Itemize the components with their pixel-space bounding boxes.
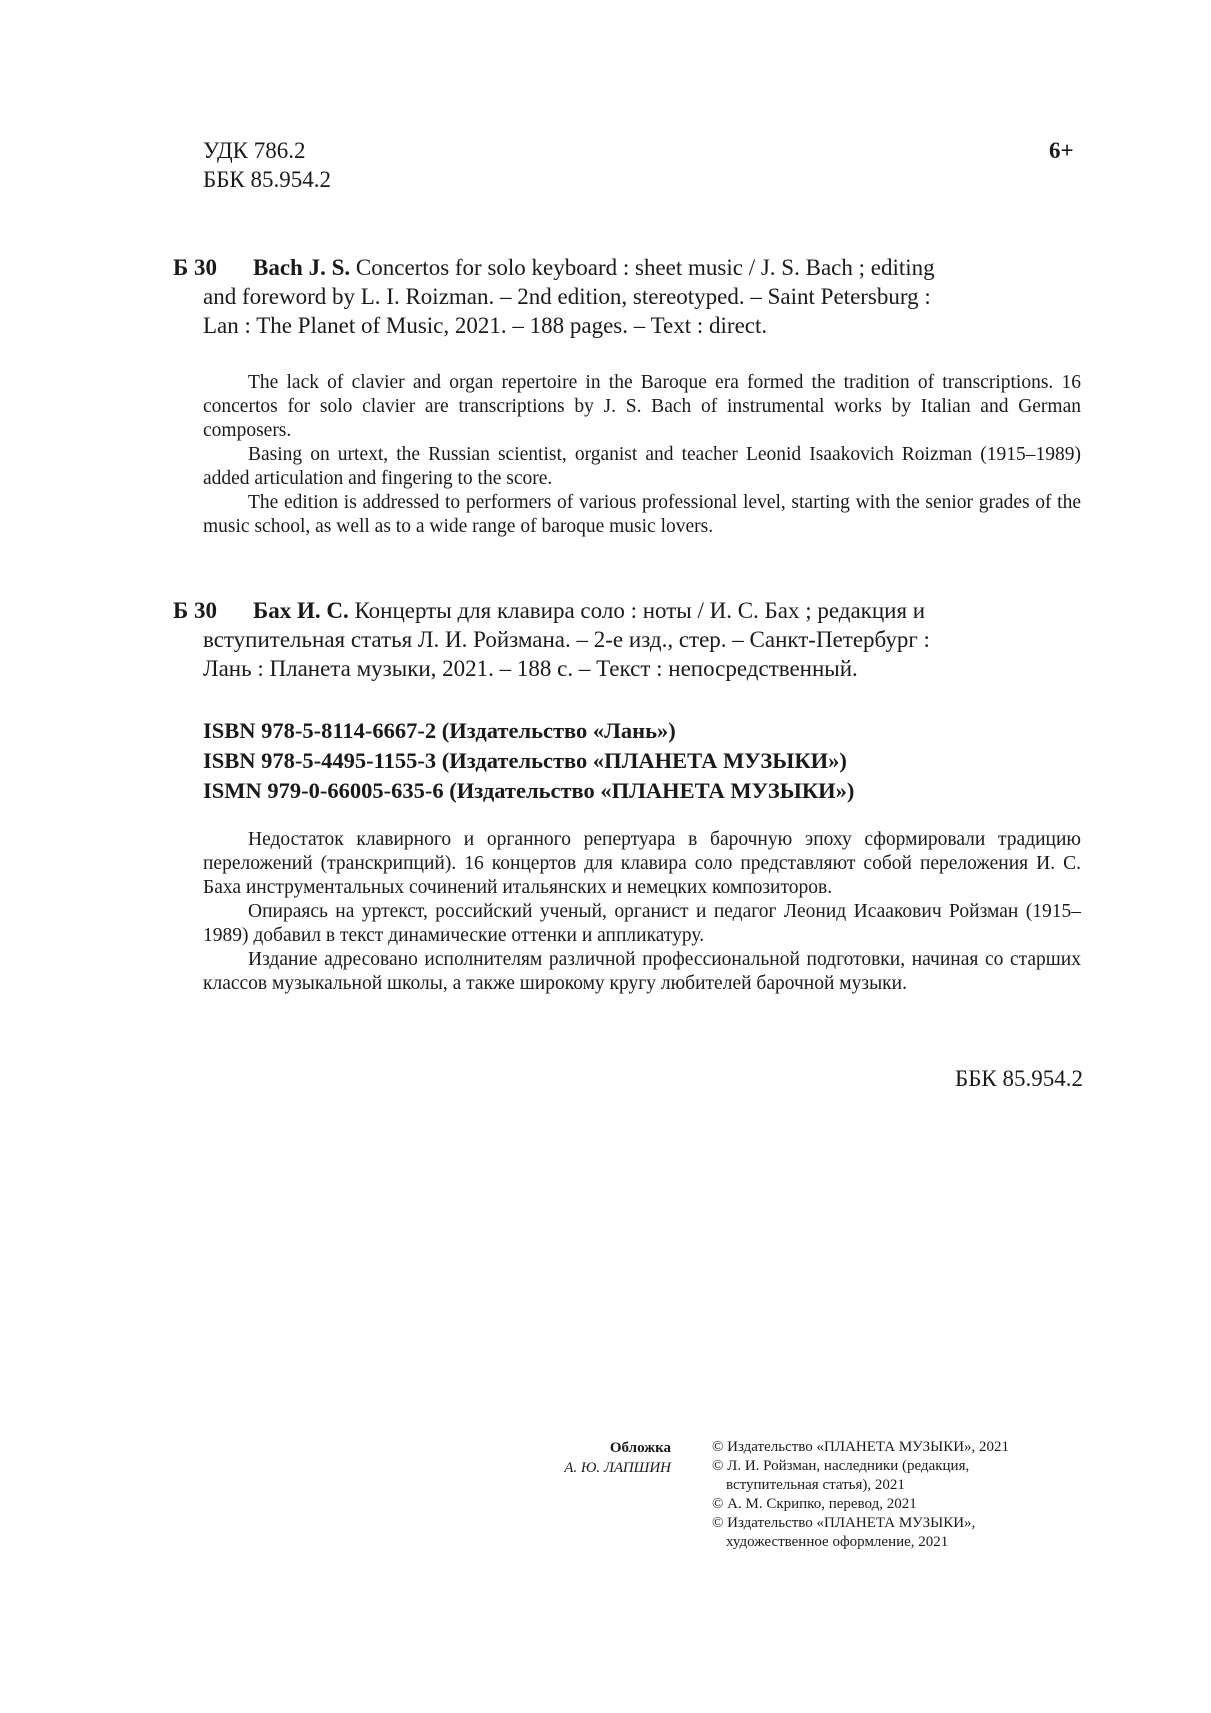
classification-codes	[203, 136, 331, 194]
entry-author: Бах И. С.	[253, 598, 349, 623]
entry-line-1	[203, 596, 1081, 625]
bbk-footer-code: ББК 85.954.2	[954, 1066, 1083, 1091]
cover-designer: А. Ю. ЛАПШИН	[564, 1460, 671, 1476]
copyright-line: © А. М. Скрипко, перевод, 2021	[712, 1496, 917, 1512]
abstract-paragraph: Опираясь на уртекст, российский ученый, органист и педагог Леонид Исаакович Ройзман (1915–1989) добавил в текст динамические оттенки и аппликатуру.	[203, 901, 1081, 946]
udk-code: УДК 786.2	[203, 138, 306, 163]
cover-credit	[564, 1438, 671, 1478]
entry-author: Bach J. S.	[253, 255, 351, 280]
entry-line-2: вступительная статья Л. И. Ройзмана. – 2-е изд., стер. – Санкт-Петербург :	[203, 627, 930, 652]
abstract-paragraph: Издание адресовано исполнителям различной профессиональной подготовки, начиная со старших классов музыкальной школы, а также широкому кругу любителей барочной музыки.	[203, 949, 1081, 994]
entry-line-1	[203, 253, 1081, 282]
entry-line-2: and foreword by L. I. Roizman. – 2nd edition, stereotyped. – Saint Petersburg :	[203, 284, 931, 309]
abstract-paragraph: Недостаток клавирного и органного репертуара в барочную эпоху сформировали традицию переложений (транскрипций). 16 концертов для клавира соло представляют собой переложения И. С. Баха инструментальных сочинений итальянских и немецких композиторов.	[203, 829, 1081, 898]
author-mark: Б 30	[173, 598, 217, 623]
bibliographic-entry-ru	[173, 596, 1081, 683]
author-mark: Б 30	[173, 255, 217, 280]
isbn-planet: ISBN 978-5-4495-1155-3 (Издательство «ПЛАНЕТА МУЗЫКИ»)	[203, 748, 847, 773]
entry-title: Concertos for solo keyboard : sheet music / J. S. Bach ; editing	[350, 255, 935, 280]
cover-label: Обложка	[609, 1440, 671, 1456]
isbn-lan: ISBN 978-5-8114-6667-2 (Издательство «Лань»)	[203, 718, 676, 743]
copyright-line: © Издательство «ПЛАНЕТА МУЗЫКИ»,	[712, 1515, 976, 1531]
copyright-line: © Л. И. Ройзман, наследники (редакция,	[712, 1458, 970, 1474]
abstract-paragraph: The lack of clavier and organ repertoire in the Baroque era formed the tradition of transcriptions. 16 concertos for solo clavier are transcriptions by J. S. Bach of instrumental works by Italian and German composers.	[203, 372, 1081, 441]
abstract-paragraph: Basing on urtext, the Russian scientist, organist and teacher Leonid Isaakovich Roizman (1915–1989) added articulation and fingering to the score.	[203, 444, 1081, 489]
abstract-en	[203, 371, 1081, 539]
age-rating: 6+	[1049, 138, 1074, 163]
bibliographic-entry-en	[173, 253, 1081, 340]
entry-line-3: Lan : The Planet of Music, 2021. – 188 pages. – Text : direct.	[203, 313, 768, 338]
copyright-line: © Издательство «ПЛАНЕТА МУЗЫКИ», 2021	[712, 1439, 1010, 1455]
abstract-ru	[203, 828, 1081, 996]
entry-title: Концерты для клавира соло : ноты / И. С. Бах ; редакция и	[348, 598, 926, 623]
abstract-paragraph: The edition is addressed to performers of various professional level, starting with the senior grades of the music school, as well as to a wide range of baroque music lovers.	[203, 492, 1081, 537]
copyright-line: художественное оформление, 2021	[726, 1534, 949, 1550]
copyright-line: вступительная статья), 2021	[726, 1477, 905, 1493]
entry-line-3: Лань : Планета музыки, 2021. – 188 с. – Текст : непосредственный.	[203, 656, 858, 681]
copyright-block	[712, 1438, 1009, 1552]
ismn-planet: ISMN 979-0-66005-635-6 (Издательство «ПЛАНЕТА МУЗЫКИ»)	[203, 778, 855, 803]
bbk-code: ББК 85.954.2	[203, 167, 332, 192]
identifier-list	[203, 716, 854, 806]
